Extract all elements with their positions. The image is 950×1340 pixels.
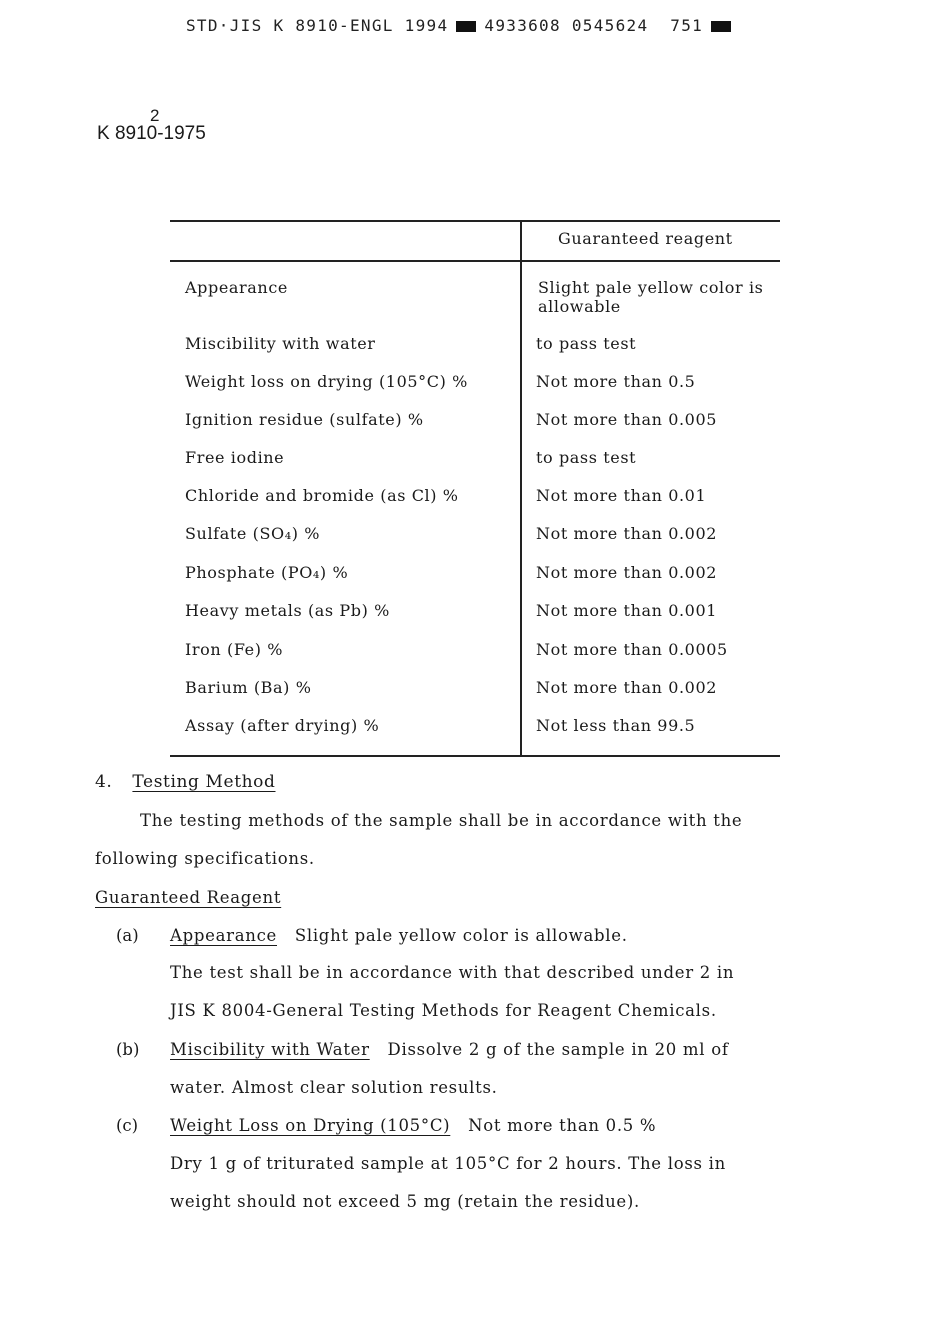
table-row-label: Heavy metals (as Pb) %: [185, 601, 390, 620]
table-row-label: Weight loss on drying (105°C) %: [185, 372, 468, 391]
item-requirement: Dissolve 2 g of the sample in 20 ml of: [387, 1040, 729, 1059]
item-text-line: JIS K 8004-General Testing Methods for Reagent Chemicals.: [170, 1001, 717, 1020]
page-number: 2: [150, 106, 160, 125]
standard-number: K 8910-1975: [97, 123, 206, 144]
table-row-label: Assay (after drying) %: [185, 716, 380, 735]
item-text-line: Dry 1 g of triturated sample at 105°C for 2 hours. The loss in: [170, 1154, 726, 1173]
table-column-header: Guaranteed reagent: [558, 229, 733, 248]
item-letter: (b): [116, 1040, 140, 1059]
section-number: 4.: [95, 772, 113, 792]
table-column-divider: [520, 222, 522, 755]
table-row-label: Ignition residue (sulfate) %: [185, 410, 424, 429]
table-row-value: Not more than 0.002: [536, 524, 718, 543]
header-block-mark: [456, 21, 476, 32]
item-requirement: Not more than 0.5 %: [468, 1116, 657, 1135]
item-text-line: The test shall be in accordance with that described under 2 in: [170, 963, 735, 982]
item-heading: [170, 1040, 729, 1059]
subheading-guaranteed-reagent: Guaranteed Reagent: [95, 888, 282, 907]
item-text-line: water. Almost clear solution results.: [170, 1078, 498, 1097]
table-header-rule: [170, 260, 780, 262]
table-row-value: Not more than 0.002: [536, 678, 718, 697]
table-row-value: Not more than 0.005: [536, 410, 718, 429]
item-letter: (a): [116, 926, 139, 945]
header-standard-code: STD·JIS K 8910-ENGL 1994: [186, 16, 449, 35]
table-row-label: Sulfate (SO₄) %: [185, 524, 321, 543]
item-requirement: Slight pale yellow color is allowable.: [294, 926, 628, 945]
table-row-value: to pass test: [536, 448, 637, 467]
table-row-label: Chloride and bromide (as Cl) %: [185, 486, 459, 505]
table-row-value: Not more than 0.002: [536, 563, 718, 582]
section-intro-line: following specifications.: [95, 849, 315, 868]
section-heading: [95, 772, 276, 792]
table-row-value: Not more than 0.01: [536, 486, 707, 505]
item-letter: (c): [116, 1116, 139, 1135]
header-block-mark-end: [711, 21, 731, 32]
table-row-value: Not more than 0.001: [536, 601, 718, 620]
table-top-rule: [170, 220, 780, 222]
section-intro-line: The testing methods of the sample shall be in accordance with the: [140, 811, 743, 830]
header-serial-suffix: 751: [670, 16, 704, 35]
specification-table: [170, 220, 780, 757]
table-row-value: Not less than 99.5: [536, 716, 696, 735]
item-title: Weight Loss on Drying (105°C): [170, 1116, 451, 1135]
table-row-label: Free iodine: [185, 448, 285, 467]
item-title: Miscibility with Water: [170, 1040, 370, 1059]
table-row-label: Appearance: [185, 278, 288, 297]
table-row-value: Not more than 0.5: [536, 372, 696, 391]
table-row-label: Miscibility with water: [185, 334, 376, 353]
item-heading: [170, 1116, 656, 1135]
table-bottom-rule: [170, 755, 780, 757]
table-row-label: Phosphate (PO₄) %: [185, 563, 349, 582]
header-serial-code: 4933608 0545624: [484, 16, 649, 35]
table-row-label: Barium (Ba) %: [185, 678, 312, 697]
table-row-value: Not more than 0.0005: [536, 640, 728, 659]
table-row-value: to pass test: [536, 334, 637, 353]
item-title: Appearance: [170, 926, 277, 945]
table-row-value: Slight pale yellow color is allowable: [538, 278, 764, 316]
document-header-code: [186, 16, 739, 35]
item-text-line: weight should not exceed 5 mg (retain the residue).: [170, 1192, 640, 1211]
section-title: Testing Method: [132, 772, 276, 792]
table-row-label: Iron (Fe) %: [185, 640, 284, 659]
item-heading: [170, 926, 628, 945]
